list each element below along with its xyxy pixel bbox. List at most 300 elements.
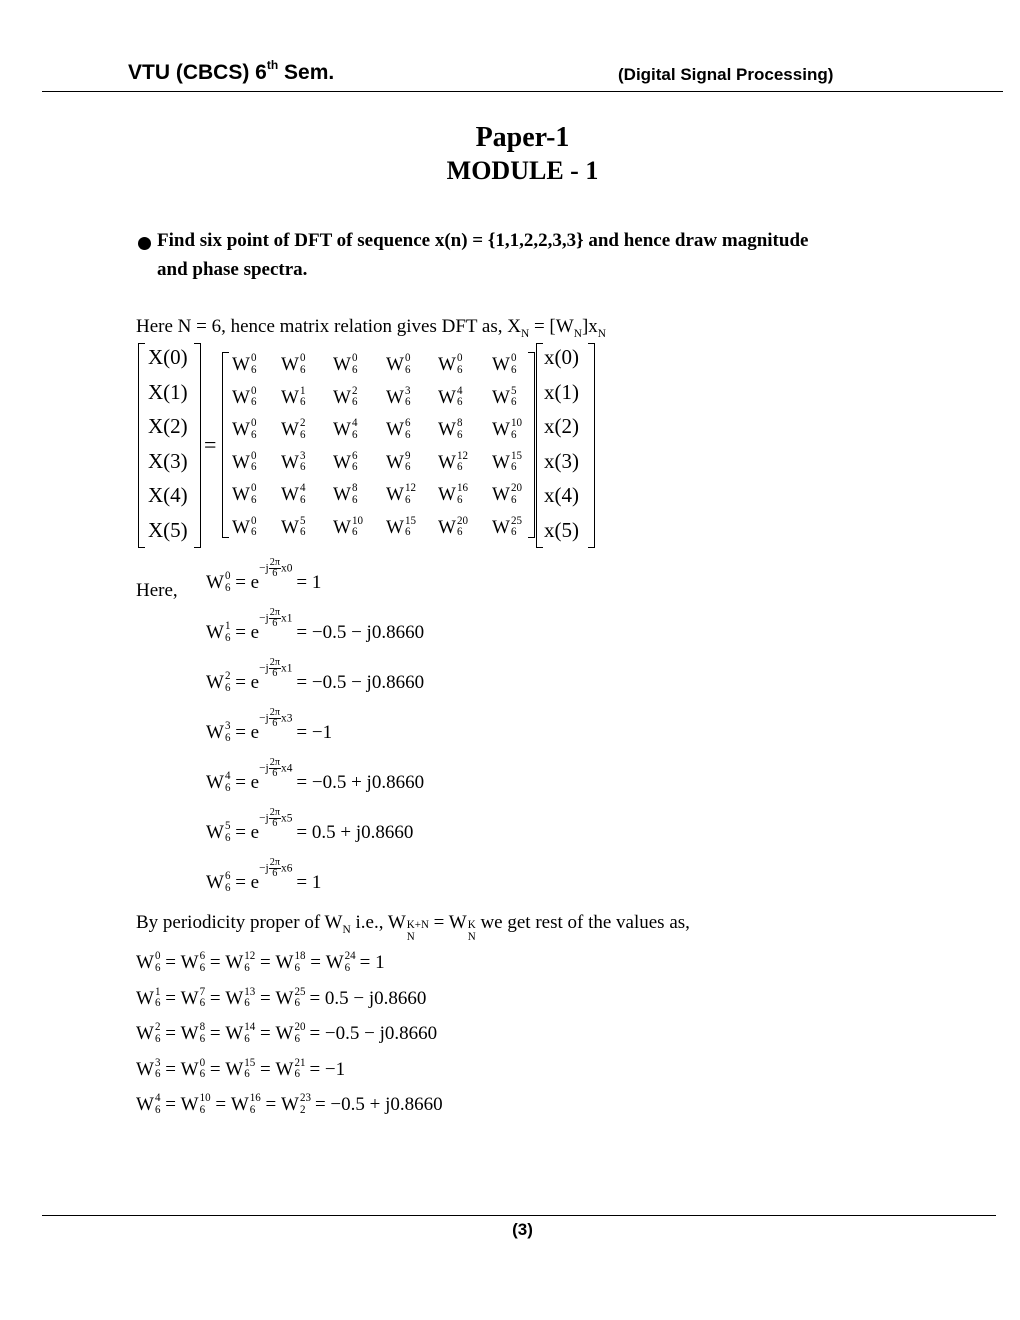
matrix-term-sup: 0 bbox=[250, 384, 257, 397]
lhs-vector-cell: X(1) bbox=[148, 379, 188, 404]
twiddle-exponent bbox=[259, 758, 292, 780]
twiddle-base: W bbox=[206, 872, 224, 893]
matrix-term-sub: 6 bbox=[510, 493, 517, 506]
rest-term-sub: 6 bbox=[244, 997, 250, 1010]
rest-term-sub: 6 bbox=[199, 1103, 206, 1116]
rest-term-base: W bbox=[225, 987, 244, 1009]
twiddle-k: 6 bbox=[224, 870, 231, 882]
matrix-term-sub: 6 bbox=[250, 526, 257, 539]
rest-term-sub: 6 bbox=[249, 1103, 256, 1116]
matrix-term bbox=[438, 514, 468, 539]
rest-eq: = bbox=[205, 952, 226, 973]
matrix-term-sup: 15 bbox=[510, 449, 522, 462]
header-sem: Sem. bbox=[278, 61, 335, 84]
matrix-term bbox=[386, 449, 411, 474]
exp-mult: x3 bbox=[281, 712, 293, 725]
rest-term-base: W bbox=[136, 987, 154, 1009]
exp-fraction bbox=[269, 708, 281, 730]
matrix-term-base: W bbox=[333, 419, 351, 440]
rest-eq: = bbox=[255, 1023, 276, 1044]
rest-value: = −0.5 − j0.8660 bbox=[309, 1023, 438, 1044]
matrix-term bbox=[386, 384, 411, 409]
intro-end: ]x bbox=[581, 316, 598, 337]
matrix-term bbox=[492, 354, 516, 376]
twiddle-eq: = e bbox=[230, 822, 260, 843]
rest-value-row bbox=[136, 985, 427, 1010]
exp-mult: x1 bbox=[281, 662, 293, 675]
matrix-term-sub: 6 bbox=[404, 461, 411, 474]
matrix-cell bbox=[492, 354, 516, 376]
matrix-term-sup: 8 bbox=[456, 417, 463, 429]
exp-prefix: −j bbox=[259, 762, 269, 775]
rhs-bracket-right bbox=[588, 343, 595, 548]
equals-sign: = bbox=[204, 432, 217, 457]
page-number: (3) bbox=[512, 1220, 533, 1239]
rest-term-sub: 6 bbox=[294, 1068, 300, 1081]
rest-term-base: W bbox=[325, 952, 344, 973]
matrix-term bbox=[281, 419, 305, 441]
matrix-term-sup: 4 bbox=[456, 384, 463, 397]
exp-fraction bbox=[269, 808, 281, 830]
matrix-term bbox=[438, 449, 468, 474]
intro-sub2: N bbox=[573, 327, 582, 340]
exp-prefix: −j bbox=[259, 612, 269, 625]
rest-term bbox=[225, 1056, 256, 1081]
matrix-cell bbox=[281, 484, 305, 506]
matrix-term-sub: 6 bbox=[404, 363, 411, 376]
periodicity-sub-b: N bbox=[406, 930, 415, 943]
exp-fraction bbox=[269, 608, 281, 630]
matrix-term-sub: 6 bbox=[250, 363, 257, 376]
matrix-term-sub: 6 bbox=[250, 461, 257, 474]
rest-term bbox=[180, 985, 206, 1010]
matrix-term-sub: 6 bbox=[299, 363, 306, 376]
twiddle-n: 6 bbox=[224, 631, 231, 644]
matrix-cell bbox=[281, 419, 305, 441]
matrix-term-sup: 3 bbox=[299, 449, 306, 462]
exp-prefix: −j bbox=[259, 862, 269, 875]
matrix-term-sub: 6 bbox=[299, 428, 306, 441]
rest-term bbox=[181, 952, 205, 974]
rest-term-base: W bbox=[136, 1023, 154, 1044]
twiddle-n: 6 bbox=[224, 731, 231, 744]
exp-prefix: −j bbox=[259, 562, 269, 575]
lhs-vector-cell: X(0) bbox=[148, 345, 188, 369]
question-line1: Find six point of DFT of sequence x(n) = {1,1,2,2,3,3} and hence draw magnitude bbox=[157, 230, 809, 251]
matrix-term-sub: 6 bbox=[351, 396, 358, 409]
rest-term-sub: 6 bbox=[199, 961, 206, 974]
rest-term bbox=[136, 1056, 161, 1081]
exp-prefix: −j bbox=[259, 712, 269, 725]
matrix-term bbox=[492, 419, 522, 441]
twiddle-eq: = e bbox=[230, 772, 260, 793]
matrix-term bbox=[281, 514, 306, 539]
rest-term-base: W bbox=[275, 987, 294, 1009]
matrix-term-base: W bbox=[333, 451, 351, 473]
matrix-term-sub: 6 bbox=[351, 526, 358, 539]
exp-num: 2π bbox=[269, 657, 281, 668]
rhs-vector-cell: x(2) bbox=[544, 414, 579, 438]
rest-term-sub: 6 bbox=[154, 1103, 161, 1116]
exp-den: 6 bbox=[272, 568, 278, 580]
twiddle-value: = 1 bbox=[296, 872, 322, 893]
twiddle-term bbox=[206, 572, 230, 594]
twiddle-exponent bbox=[259, 658, 292, 680]
matrix-term-base: W bbox=[333, 386, 351, 408]
matrix-term bbox=[281, 449, 306, 474]
exp-mult: x4 bbox=[281, 762, 293, 775]
matrix-term bbox=[386, 484, 416, 506]
header-course: VTU (CBCS) 6 bbox=[128, 61, 267, 84]
matrix-cell bbox=[492, 419, 522, 441]
matrix-term-sup: 20 bbox=[456, 514, 468, 527]
matrix-bracket-right bbox=[528, 352, 535, 538]
rest-term-sup: 24 bbox=[344, 950, 356, 962]
matrix-cell bbox=[281, 514, 306, 539]
module-title: MODULE - 1 bbox=[446, 156, 599, 185]
twiddle-k: 2 bbox=[224, 670, 231, 682]
matrix-term-sub: 6 bbox=[456, 363, 463, 376]
matrix-term-base: W bbox=[281, 419, 299, 440]
lhs-bracket-right bbox=[194, 343, 201, 548]
matrix-term-sub: 6 bbox=[510, 526, 517, 539]
intro-sub3: N bbox=[597, 327, 606, 340]
matrix-cell bbox=[386, 484, 416, 506]
matrix-cell bbox=[386, 419, 410, 441]
matrix-term-base: W bbox=[438, 419, 456, 440]
periodicity-sup-c: K bbox=[467, 919, 476, 931]
matrix-term-base: W bbox=[492, 516, 510, 538]
matrix-cell bbox=[386, 514, 416, 539]
lhs-vector-cell: X(4) bbox=[148, 483, 188, 507]
matrix-term-sup: 10 bbox=[351, 514, 363, 527]
matrix-term-base: W bbox=[333, 516, 351, 538]
twiddle-value: = 0.5 + j0.8660 bbox=[296, 822, 414, 843]
rest-term-sup: 13 bbox=[244, 985, 256, 998]
matrix-cell bbox=[281, 384, 306, 409]
twiddle-base: W bbox=[206, 822, 224, 843]
matrix-cell bbox=[281, 449, 306, 474]
matrix-term-base: W bbox=[281, 516, 299, 538]
rest-term-sub: 6 bbox=[294, 961, 300, 974]
rest-eq: = bbox=[255, 987, 276, 1009]
here-label: Here, bbox=[136, 580, 178, 601]
exp-prefix: −j bbox=[259, 812, 269, 825]
rest-eq: = bbox=[160, 1023, 181, 1044]
rest-term-sup: 20 bbox=[294, 1021, 306, 1033]
rest-term-sup: 16 bbox=[249, 1092, 261, 1104]
twiddle-value: = −0.5 − j0.8660 bbox=[296, 622, 425, 643]
periodicity-sub-a: N bbox=[342, 923, 351, 936]
twiddle-base: W bbox=[206, 722, 224, 743]
matrix-term bbox=[232, 384, 257, 409]
matrix-term-base: W bbox=[386, 451, 404, 473]
exp-mult: x6 bbox=[281, 862, 293, 875]
rhs-vector-cell: x(0) bbox=[544, 345, 579, 369]
header-right: (Digital Signal Processing) bbox=[618, 65, 834, 84]
matrix-term-sup: 0 bbox=[250, 514, 257, 527]
twiddle-eq: = e bbox=[230, 872, 260, 893]
rest-term-sup: 8 bbox=[199, 1021, 206, 1033]
twiddle-k: 4 bbox=[224, 770, 231, 782]
rest-term-base: W bbox=[136, 1058, 154, 1080]
rest-term-sup: 12 bbox=[244, 950, 256, 962]
twiddle-exponent bbox=[259, 858, 292, 880]
rest-term bbox=[275, 1056, 306, 1081]
twiddle-n: 6 bbox=[224, 681, 231, 694]
twiddle-eq: = e bbox=[230, 722, 260, 743]
matrix-term-sup: 2 bbox=[351, 384, 358, 397]
rest-term-base: W bbox=[225, 1058, 244, 1080]
lhs-vector-cell: X(2) bbox=[148, 414, 188, 438]
exp-num: 2π bbox=[269, 807, 281, 818]
matrix-cell bbox=[333, 384, 358, 409]
matrix-cell bbox=[232, 449, 257, 474]
exp-fraction bbox=[269, 858, 281, 880]
rest-term bbox=[181, 1094, 211, 1116]
matrix-term-sub: 6 bbox=[299, 493, 306, 506]
periodicity-sub-c: N bbox=[467, 930, 476, 943]
rest-term bbox=[136, 952, 160, 974]
rest-term bbox=[276, 1023, 306, 1045]
matrix-term bbox=[438, 419, 462, 441]
matrix-term-sup: 10 bbox=[510, 417, 522, 429]
rest-value: = 1 bbox=[359, 952, 385, 973]
matrix-term bbox=[492, 384, 517, 409]
exp-den: 6 bbox=[272, 618, 278, 630]
matrix-term-sup: 1 bbox=[299, 384, 306, 397]
rhs-vector-cell: x(5) bbox=[544, 517, 579, 542]
matrix-term-sup: 6 bbox=[404, 417, 411, 429]
matrix-term bbox=[386, 419, 410, 441]
rest-term-sup: 15 bbox=[244, 1056, 256, 1069]
matrix-term-sup: 25 bbox=[510, 514, 522, 527]
rest-term-base: W bbox=[180, 1094, 199, 1115]
matrix-term-base: W bbox=[386, 419, 404, 440]
twiddle-exponent bbox=[259, 808, 292, 830]
matrix-term-base: W bbox=[492, 354, 510, 375]
matrix-term-base: W bbox=[386, 386, 404, 408]
rhs-vector-cell: x(3) bbox=[544, 448, 579, 473]
rest-term-base: W bbox=[180, 1023, 199, 1044]
rest-term bbox=[181, 1023, 205, 1045]
matrix-cell bbox=[438, 514, 468, 539]
matrix-term-base: W bbox=[386, 516, 404, 538]
matrix-term-sub: 6 bbox=[351, 428, 358, 441]
matrix-term-sup: 12 bbox=[404, 482, 416, 494]
matrix-term-base: W bbox=[386, 484, 404, 505]
rest-term bbox=[225, 985, 256, 1010]
exp-fraction bbox=[269, 758, 281, 780]
matrix-term bbox=[492, 484, 522, 506]
twiddle-k: 1 bbox=[224, 620, 231, 632]
matrix-term bbox=[438, 354, 462, 376]
rest-term-sup: 0 bbox=[199, 1056, 206, 1069]
rest-term bbox=[275, 985, 306, 1010]
rest-term bbox=[231, 1094, 261, 1116]
matrix-term-base: W bbox=[281, 451, 299, 473]
matrix-term bbox=[232, 449, 257, 474]
rest-value-row bbox=[136, 1023, 437, 1045]
rest-term-sub: 6 bbox=[154, 1032, 161, 1045]
periodicity-text-d: we get rest of the values as, bbox=[475, 912, 690, 933]
rest-eq: = bbox=[205, 1058, 226, 1080]
matrix-term-base: W bbox=[492, 386, 510, 408]
twiddle-base: W bbox=[206, 672, 224, 693]
rest-term bbox=[225, 1023, 255, 1045]
rest-term bbox=[281, 1094, 311, 1116]
matrix-term-sub: 6 bbox=[456, 526, 463, 539]
matrix-term bbox=[232, 354, 256, 376]
rest-term bbox=[276, 952, 306, 974]
matrix-cell bbox=[438, 484, 468, 506]
matrix-term-sub: 6 bbox=[510, 396, 517, 409]
rest-term-sup: 3 bbox=[154, 1056, 161, 1069]
matrix-term-sup: 0 bbox=[250, 352, 257, 364]
matrix-term-sub: 6 bbox=[250, 396, 257, 409]
twiddle-term bbox=[206, 872, 230, 894]
matrix-cell bbox=[232, 354, 256, 376]
twiddle-value: = −1 bbox=[296, 722, 333, 743]
twiddle-n: 6 bbox=[224, 781, 231, 794]
twiddle-term bbox=[206, 622, 230, 644]
header-sup: th bbox=[266, 58, 279, 72]
matrix-term-sub: 6 bbox=[404, 493, 411, 506]
twiddle-base: W bbox=[206, 622, 224, 643]
rest-eq: = bbox=[160, 987, 181, 1009]
matrix-term-base: W bbox=[438, 386, 456, 408]
matrix-term-sup: 0 bbox=[250, 417, 257, 429]
rest-term-sup: 21 bbox=[294, 1056, 306, 1069]
rest-value-row bbox=[136, 1056, 346, 1081]
matrix-term-base: W bbox=[232, 354, 250, 375]
rest-eq: = bbox=[210, 1094, 231, 1115]
twiddle-n: 6 bbox=[224, 881, 231, 894]
matrix-term-base: W bbox=[438, 516, 456, 538]
periodicity-text-b: i.e., W bbox=[350, 912, 406, 933]
rest-term-sub: 6 bbox=[294, 997, 300, 1010]
twiddle-value: = −0.5 − j0.8660 bbox=[296, 672, 425, 693]
rest-term-base: W bbox=[225, 952, 244, 973]
exp-num: 2π bbox=[269, 757, 281, 768]
matrix-term-base: W bbox=[386, 354, 404, 375]
rest-eq: = bbox=[255, 1058, 276, 1080]
matrix-term-sup: 0 bbox=[456, 352, 463, 364]
matrix-cell bbox=[438, 354, 462, 376]
matrix-term-base: W bbox=[492, 451, 510, 473]
matrix-cell bbox=[386, 354, 410, 376]
rhs-vector-cell: x(4) bbox=[544, 483, 579, 507]
matrix-term-sub: 6 bbox=[299, 461, 306, 474]
matrix-term-sub: 6 bbox=[351, 363, 358, 376]
exp-den: 6 bbox=[272, 768, 278, 780]
matrix-term-base: W bbox=[438, 484, 456, 505]
rest-eq: = bbox=[205, 987, 226, 1009]
twiddle-n: 6 bbox=[224, 581, 231, 594]
matrix-cell bbox=[438, 449, 468, 474]
matrix-term bbox=[333, 419, 357, 441]
matrix-term-sub: 6 bbox=[510, 363, 517, 376]
twiddle-exponent bbox=[259, 558, 292, 580]
rest-term bbox=[136, 985, 161, 1010]
matrix-term-sub: 6 bbox=[510, 461, 517, 474]
rest-value-row bbox=[136, 1094, 443, 1116]
matrix-term-sup: 4 bbox=[299, 482, 306, 494]
twiddle-value: = 1 bbox=[296, 572, 322, 593]
matrix-term-sup: 9 bbox=[404, 449, 411, 462]
exp-num: 2π bbox=[269, 557, 281, 568]
matrix-term-base: W bbox=[492, 484, 510, 505]
matrix-cell bbox=[386, 449, 411, 474]
rhs-bracket-left bbox=[536, 343, 543, 548]
rest-term-base: W bbox=[180, 987, 199, 1009]
matrix-term-sup: 0 bbox=[404, 352, 411, 364]
rest-term bbox=[326, 952, 356, 974]
matrix-term bbox=[438, 484, 468, 506]
matrix-term-base: W bbox=[281, 386, 299, 408]
matrix-term-sup: 0 bbox=[299, 352, 306, 364]
twiddle-term bbox=[206, 822, 230, 844]
twiddle-base: W bbox=[206, 572, 224, 593]
matrix-term-sub: 6 bbox=[510, 428, 517, 441]
header-rule bbox=[42, 91, 1003, 92]
rest-term-sup: 23 bbox=[299, 1092, 311, 1104]
matrix-term bbox=[386, 354, 410, 376]
periodicity-text-a: By periodicity proper of W bbox=[136, 912, 343, 933]
rest-term-sup: 10 bbox=[199, 1092, 211, 1104]
exp-fraction bbox=[269, 558, 281, 580]
twiddle-k: 0 bbox=[224, 570, 231, 582]
matrix-term-sup: 16 bbox=[456, 482, 468, 494]
matrix-term bbox=[333, 484, 357, 506]
matrix-cell bbox=[492, 484, 522, 506]
matrix-term-sup: 2 bbox=[299, 417, 306, 429]
matrix-term bbox=[333, 514, 363, 539]
intro-line bbox=[136, 316, 606, 340]
rest-term-sub: 6 bbox=[244, 1032, 250, 1045]
rest-eq: = bbox=[160, 1058, 181, 1080]
header-left bbox=[128, 60, 334, 85]
matrix-term-base: W bbox=[232, 484, 250, 505]
rest-term-sub: 6 bbox=[244, 1068, 250, 1081]
matrix-cell bbox=[333, 514, 363, 539]
paper-title: Paper-1 bbox=[475, 122, 570, 153]
twiddle-eq: = e bbox=[230, 672, 260, 693]
rest-term-sup: 2 bbox=[154, 1021, 161, 1033]
intro-mid: = [W bbox=[529, 316, 574, 337]
twiddle-k: 5 bbox=[224, 820, 231, 832]
rest-eq: = bbox=[160, 1094, 181, 1115]
matrix-term-sup: 3 bbox=[404, 384, 411, 397]
matrix-term-sup: 5 bbox=[510, 384, 517, 397]
twiddle-base: W bbox=[206, 772, 224, 793]
rest-term-sup: 18 bbox=[294, 950, 306, 962]
rest-term-sub: 6 bbox=[294, 1032, 300, 1045]
matrix-term-sub: 6 bbox=[299, 396, 306, 409]
matrix-term bbox=[492, 449, 522, 474]
matrix-term-sub: 6 bbox=[351, 461, 358, 474]
twiddle-eq: = e bbox=[230, 572, 260, 593]
rest-term-base: W bbox=[275, 1023, 294, 1044]
twiddle-term bbox=[206, 672, 230, 694]
matrix-term-sup: 0 bbox=[250, 482, 257, 494]
lhs-vector-cell: X(3) bbox=[148, 448, 188, 473]
twiddle-term bbox=[206, 772, 230, 794]
rest-term-sub: 6 bbox=[154, 961, 161, 974]
matrix-term-sup: 20 bbox=[510, 482, 522, 494]
matrix-term-sup: 5 bbox=[299, 514, 306, 527]
rest-term-sub: 6 bbox=[199, 997, 206, 1010]
